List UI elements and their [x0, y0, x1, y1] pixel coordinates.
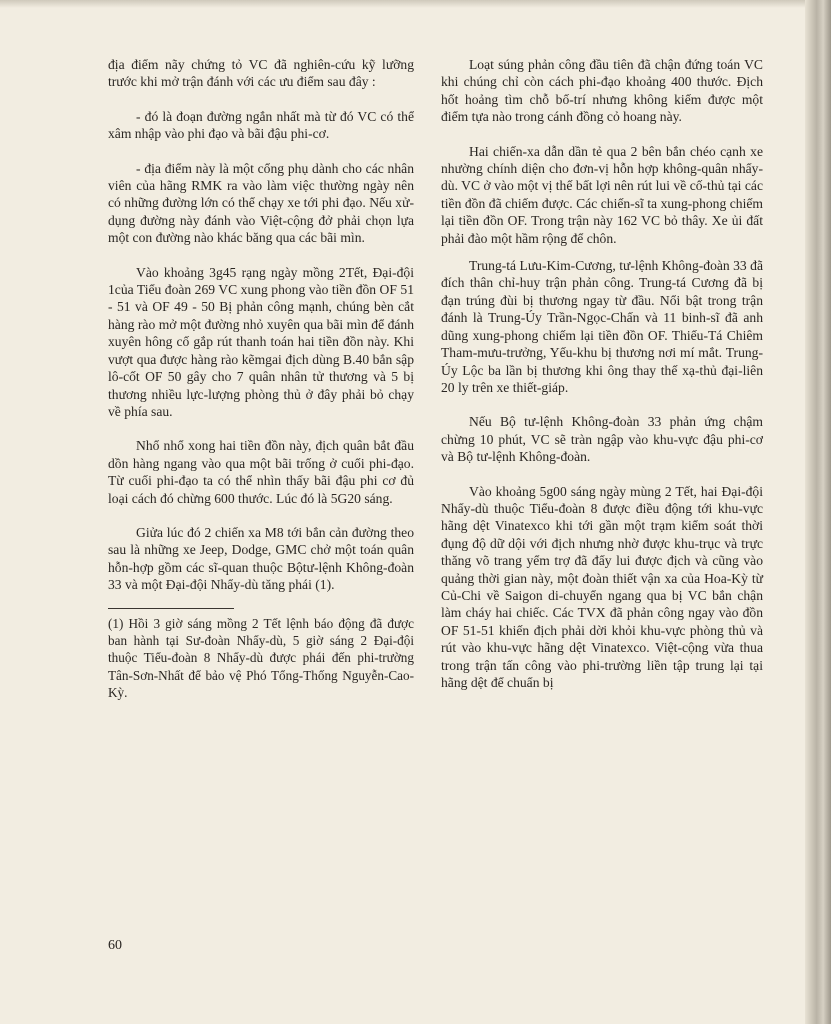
binding-edge — [805, 0, 831, 1024]
left-paragraph-3: - địa điểm này là một cổng phụ dành cho các nhân viên của hãng RMK ra vào làm việc thường ngày nên có những đường lớn có thể chạy xe tới phi đạo. Nếu xử-dụng đường này đánh vào Việt-cộng đở phải chọn lựa một con đường nào khác băng qua các bãi mìn. — [108, 160, 414, 246]
right-paragraph-3: Trung-tá Lưu-Kim-Cương, tư-lệnh Không-đoàn 33 đã đích thân chỉ-huy trận phản công. Trung-tá Cương đã bị đạn trúng đùi bị thương ngay từ đầu. Nổi bật trong trận đánh là Trung-Úy Trần-Ngọc-Chấn và 11 binh-sĩ đã anh dũng xung-phong chiếm lại tiền đồn OF. Thiếu-Tá Chiêm Tham-mưu-trưởng, Yếu-khu bị thương nơi mí mắt. Trung-Úy Lộc ba lần bị thương khi ông thay thế xạ-thủ đại-liên 20 ly trên xe thiết-giáp. — [441, 258, 763, 395]
footnote: (1) Hồi 3 giờ sáng mồng 2 Tết lệnh báo động đã được ban hành tại Sư-đoàn Nhẩy-dù, 5 giờ sáng 2 Đại-đội thuộc Tiểu-đoàn 8 Nhẩy-dù được phái đến phi-trường Tân-Sơn-Nhất để bảo vệ Phó Tổng-Thống Nguyễn-Cao-Kỳ. — [108, 615, 414, 701]
right-column — [441, 56, 763, 691]
right-paragraph-4: Nếu Bộ tư-lệnh Không-đoàn 33 phản ứng chậm chừng 10 phút, VC sẽ tràn ngập vào khu-vực đậu phi-cơ và Bộ tư-lệnh Không-đoàn. — [441, 414, 763, 465]
footnote-divider — [108, 608, 234, 609]
left-paragraph-2: - đó là đoạn đường ngắn nhất mà từ đó VC có thể xâm nhập vào phi đạo và bãi đậu phi-cơ. — [108, 108, 414, 142]
right-paragraph-5: Vào khoảng 5g00 sáng ngày mùng 2 Tết, hai Đại-đội Nhẩy-dù thuộc Tiểu-đoàn 8 được điều động tới khu-vực hãng dệt Vinatexco khi tới gần một trạm kiểm soát thời đụng độ dữ dội với địch nhưng nhờ được khu-trục và trực thăng võ trang yểm trợ đã đẩy lui được địch và cũng vào quảng thời gian này, một đoàn thiết vận xa của Hoa-Kỳ từ Củ-Chi về Saigon di-chuyển ngang qua bị VC bắn chận làm cháy hai chiếc. Các TVX đã phản công ngay vào đồn OF 51-51 khiến địch phải dời khỏi khu-vực phòng thủ và rút vào khu-vực hãng dệt Vinatexco. Việt-cộng vừa thua trong trận tấn công vào phi-trường liền tập trung lại tại hãng dệt để chuẩn bị — [441, 483, 763, 690]
right-paragraph-2: Hai chiến-xa dẫn dần tẻ qua 2 bên bắn chéo cạnh xe nhường chính diện cho đơn-vị hỗn hợp không-quân nhẩy-dù. VC ở vào một vị thế bất lợi nên rút lui về cố-thủ tại các tiền đồn đã chiếm được. Các chiến-sĩ ta xung-phong chiếm lại tiền đồn OF. Trong trận này 162 VC bỏ thây. Xe ủi đất phải đào một hầm rộng để chôn. — [441, 143, 763, 246]
left-column — [108, 56, 414, 702]
left-paragraph-4: Vào khoảng 3g45 rạng ngày mồng 2Tết, Đại-đội 1của Tiểu đoàn 269 VC xung phong vào tiền đồn OF 51 - 51 và OF 49 - 50 Bị phản công mạnh, chúng bèn cắt hàng rào mở một đường nhỏ xuyên qua bãi mìn để đánh xuyên hông cố gắp rút thanh toán hai tiền đồn này. Khi vượt qua được hàng rào kẽmgai địch dùng B.40 bắn sập lô-cốt OF 50 gây cho 7 quân nhân tử thương và 5 bị thương nhiều lực-lượng phòng thủ ở đây phải bỏ chạy về phía sau. — [108, 264, 414, 419]
page-number: 60 — [108, 938, 122, 953]
left-paragraph-1: địa điểm nãy chứng tỏ VC đã nghiên-cứu kỹ lưỡng trước khi mở trận đánh với các ưu điểm sau đây : — [108, 57, 414, 90]
right-paragraph-1: Loạt súng phản công đầu tiên đã chận đứng toán VC khi chúng chỉ còn cách phi-đạo khoảng 400 thước. Địch hốt hoảng tìm chỗ bố-trí nhưng không kiếm được một điểm tựa nào trong cánh đồng cỏ hoang này. — [441, 57, 763, 125]
left-paragraph-6: Giửa lúc đó 2 chiến xa M8 tới bắn cản đường theo sau là những xe Jeep, Dodge, GMC chở một toán quân hỗn-hợp gồm các sĩ-quan thuộc Bộtư-lệnh Không-đoàn 33 và một Đại-đội Nhẩy-dù tăng phái (1). — [108, 524, 414, 593]
left-paragraph-5: Nhổ nhổ xong hai tiền đồn này, địch quân bắt đầu dồn hàng ngang vào qua một bãi trống ở cuối phi-đạo. Từ cuối phi-đạo ta có thể nhìn thấy bãi đậu phi cơ đủ loại cách đó chừng 600 thước. Lúc đó là 5G20 sáng. — [108, 438, 414, 506]
top-shadow — [0, 0, 805, 8]
